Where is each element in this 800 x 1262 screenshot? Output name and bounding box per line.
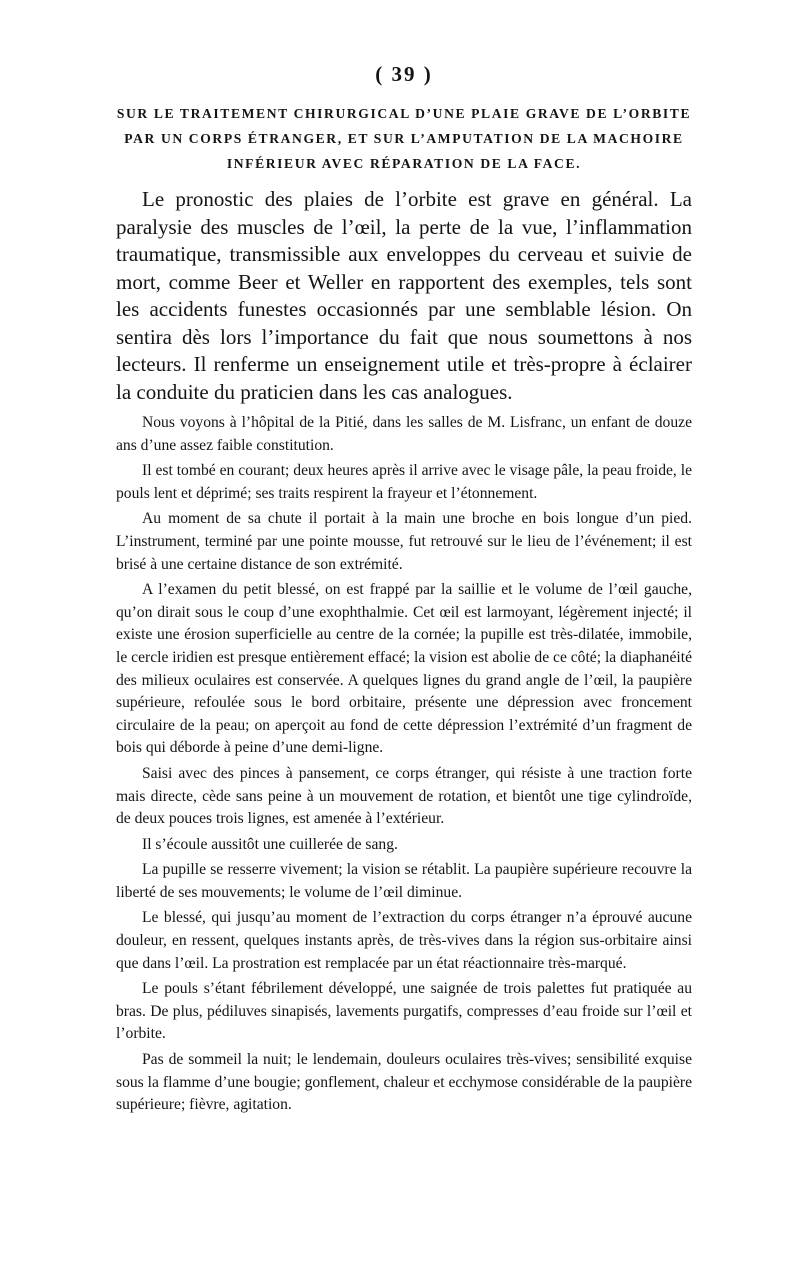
lead-paragraph: Le pronostic des plaies de l’orbite est grave en général. La paralysie des muscles de l’œil, la perte de la vue, l’inflammation traumatique, transmissible aux enveloppes du cerveau et suivie de mort, comme Beer et Weller en rapportent des exemples, tels sont les accidents funestes occasionnés par une semblable lésion. On sentira dès lors l’importance du fait que nous soumettons à nos lecteurs. Il renferme un enseignement utile et très-propre à éclairer la conduite du praticien dans les cas analogues. (116, 187, 692, 404)
paragraph-10: Pas de sommeil la nuit; le lendemain, douleurs oculaires très-vives; sensibilité exquise sous la flamme d’une bougie; gonflement, chaleur et ecchymose considérable de la paupière supérieure; fièvre, agitation. (116, 1051, 692, 1114)
page-number: ( 39 ) (375, 62, 433, 86)
paragraph-5: Saisi avec des pinces à pansement, ce corps étranger, qui résiste à une traction forte mais directe, cède sans peine à un mouvement de rotation, et bientôt une tige cylindroïde, de deux pouces trois lignes, est amenée à l’extérieur. (116, 764, 692, 828)
paragraph-1: Nous voyons à l’hôpital de la Pitié, dans les salles de M. Lisfranc, un enfant de douze ans d’une assez faible constitution. (116, 414, 692, 454)
paragraph-3: Au moment de sa chute il portait à la main une broche en bois longue d’un pied. L’instrument, terminé par une pointe mousse, fut retrouvé sur le lieu de l’événement; il est brisé à une certaine distance de son extrémité. (116, 510, 692, 573)
paragraph-4: A l’examen du petit blessé, on est frappé par la saillie et le volume de l’œil gauche, qu’on dirait sous le coup d’une exophthalmie. Cet œil est larmoyant, légèrement injecté; il existe une érosion superficielle au centre de la cornée; la pupille est très-dilatée, immobile, le cercle iridien est presque entièrement effacé; la vision est abolie de ce côté; la diaphanéité des milieux oculaires est conservée. A quelques lignes du grand angle de l’œil, la paupière supérieure, refoulée sous le bord orbitaire, présente une dépression avec froncement circulaire de la peau; on aperçoit au fond de cette dépression l’extrémité d’un fragment de bois qui déborde à peine d’une demi-ligne. (116, 581, 692, 757)
paragraph-6: Il s’écoule aussitôt une cuillerée de sang. (142, 835, 398, 853)
paragraph-8: Le blessé, qui jusqu’au moment de l’extraction du corps étranger n’a éprouvé aucune douleur, en ressent, quelques instants après, de très-vives dans la région sus-orbitaire ainsi que dans l’œil. La prostration est remplacée par un état réactionnaire très-marqué. (116, 909, 692, 972)
paragraph-2: Il est tombé en courant; deux heures après il arrive avec le visage pâle, la peau froide, le pouls lent et déprimé; ses traits respirent la frayeur et l’étonnement. (116, 462, 692, 502)
paragraph-9: Le pouls s’étant fébrilement développé, une saignée de trois palettes fut pratiquée au bras. De plus, pédiluves sinapisés, lavements purgatifs, compresses d’eau froide sur l’œil et l’orbite. (116, 980, 692, 1043)
article-heading: SUR LE TRAITEMENT CHIRURGICAL D’UNE PLAIE GRAVE DE L’ORBITE PAR UN CORPS ÉTRANGER, ET SUR L’AMPUTATION DE LA MACHOIRE INFÉRIEUR AVEC RÉPARATION DE LA FACE. (116, 106, 692, 171)
paragraph-7: La pupille se resserre vivement; la vision se rétablit. La paupière supérieure recouvre la liberté de ses mouvements; le volume de l’œil diminue. (116, 861, 692, 901)
